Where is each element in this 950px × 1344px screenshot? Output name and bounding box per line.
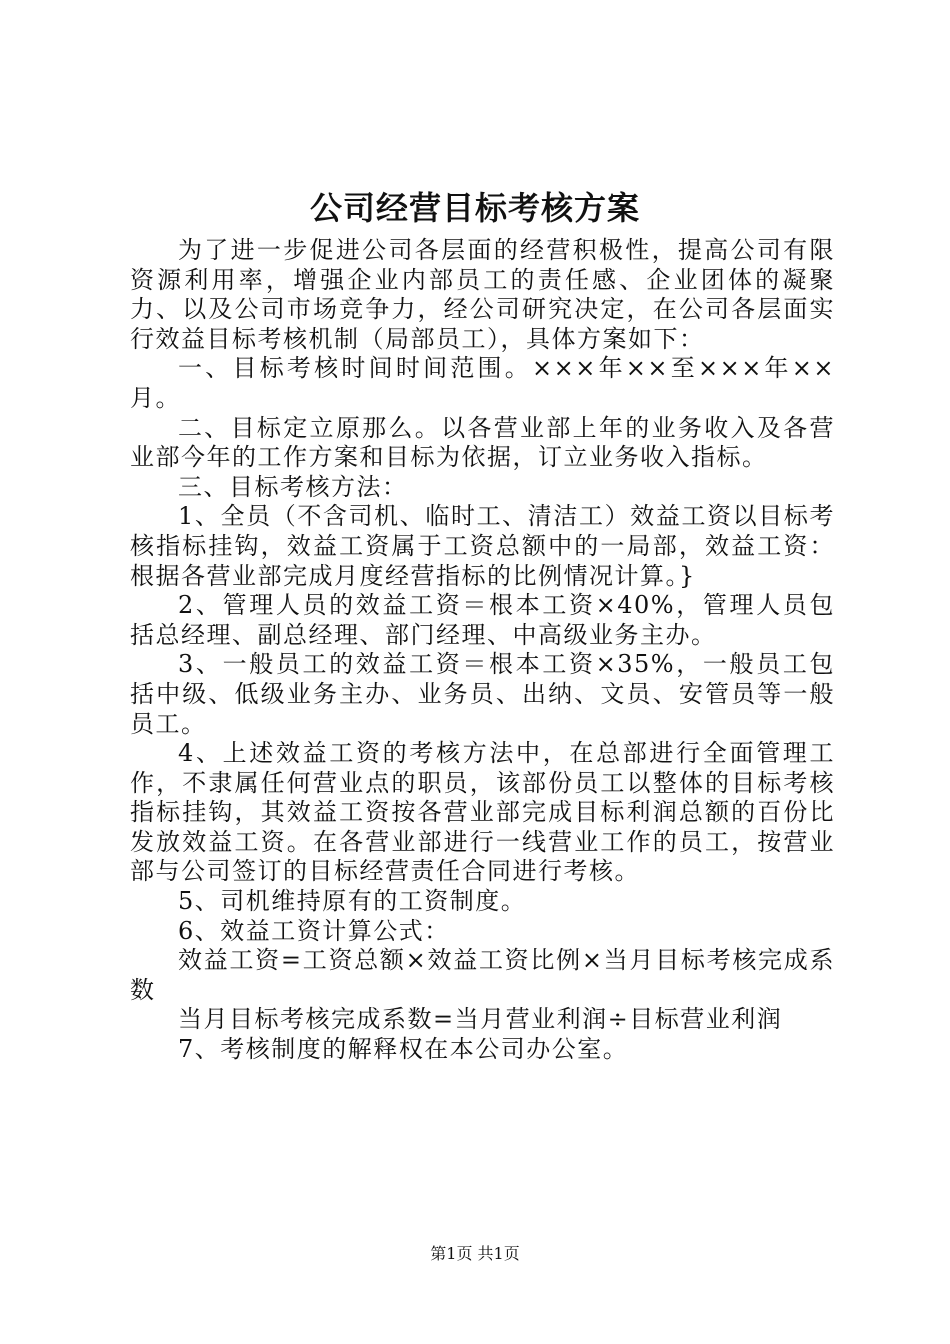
formula-2: 当月目标考核完成系数=当月营业利润÷目标营业利润 (178, 1005, 783, 1034)
section-method-heading: 三、目标考核方法： (178, 472, 408, 501)
method-item-2: 2、管理人员的效益工资＝根本工资×40%，管理人员包括总经理、副总经理、部门经理、中高级业务主办。 (130, 591, 835, 649)
page-footer: 第1页 共1页 (430, 1244, 520, 1263)
method-item-1: 1、全员（不含司机、临时工、清洁工）效益工资以目标考核指标挂钩，效益工资属于工资总额中的一局部，效益工资：根据各营业部完成月度经营指标的比例情况计算。} (130, 502, 835, 590)
method-item-4: 4、上述效益工资的考核方法中，在总部进行全面管理工作，不隶属任何营业点的职员，该部份员工以整体的目标考核指标挂钩，其效益工资按各营业部完成目标利润总额的百份比发放效益工资。在各营业部进行一线营业工作的员工，按营业部与公司签订的目标经营责任合同进行考核。 (130, 739, 835, 886)
section-time-range: 一、目标考核时间时间范围。×××年××至×××年××月。 (130, 354, 835, 412)
method-item-6: 6、效益工资计算公式： (178, 916, 450, 945)
intro-paragraph: 为了进一步促进公司各层面的经营积极性，提高公司有限资源利用率，增强企业内部员工的责任感、企业团体的凝聚力、以及公司市场竞争力，经公司研究决定，在公司各层面实行效益目标考核机制（局部员工），具体方案如下： (130, 236, 835, 353)
method-item-5: 5、司机维持原有的工资制度。 (178, 887, 527, 916)
method-item-3: 3、一般员工的效益工资＝根本工资×35%，一般员工包括中级、低级业务主办、业务员、出纳、文员、安管员等一般员工。 (130, 650, 835, 738)
section-principle: 二、目标定立原那么。以各营业部上年的业务收入及各营业部今年的工作方案和目标为依据，订立业务收入指标。 (130, 413, 835, 472)
document-body (130, 236, 835, 1065)
formula-1: 效益工资=工资总额×效益工资比例×当月目标考核完成系数 (130, 946, 835, 1004)
document-title: 公司经营目标考核方案 (309, 189, 640, 227)
method-item-7: 7、考核制度的解释权在本公司办公室。 (178, 1035, 629, 1064)
